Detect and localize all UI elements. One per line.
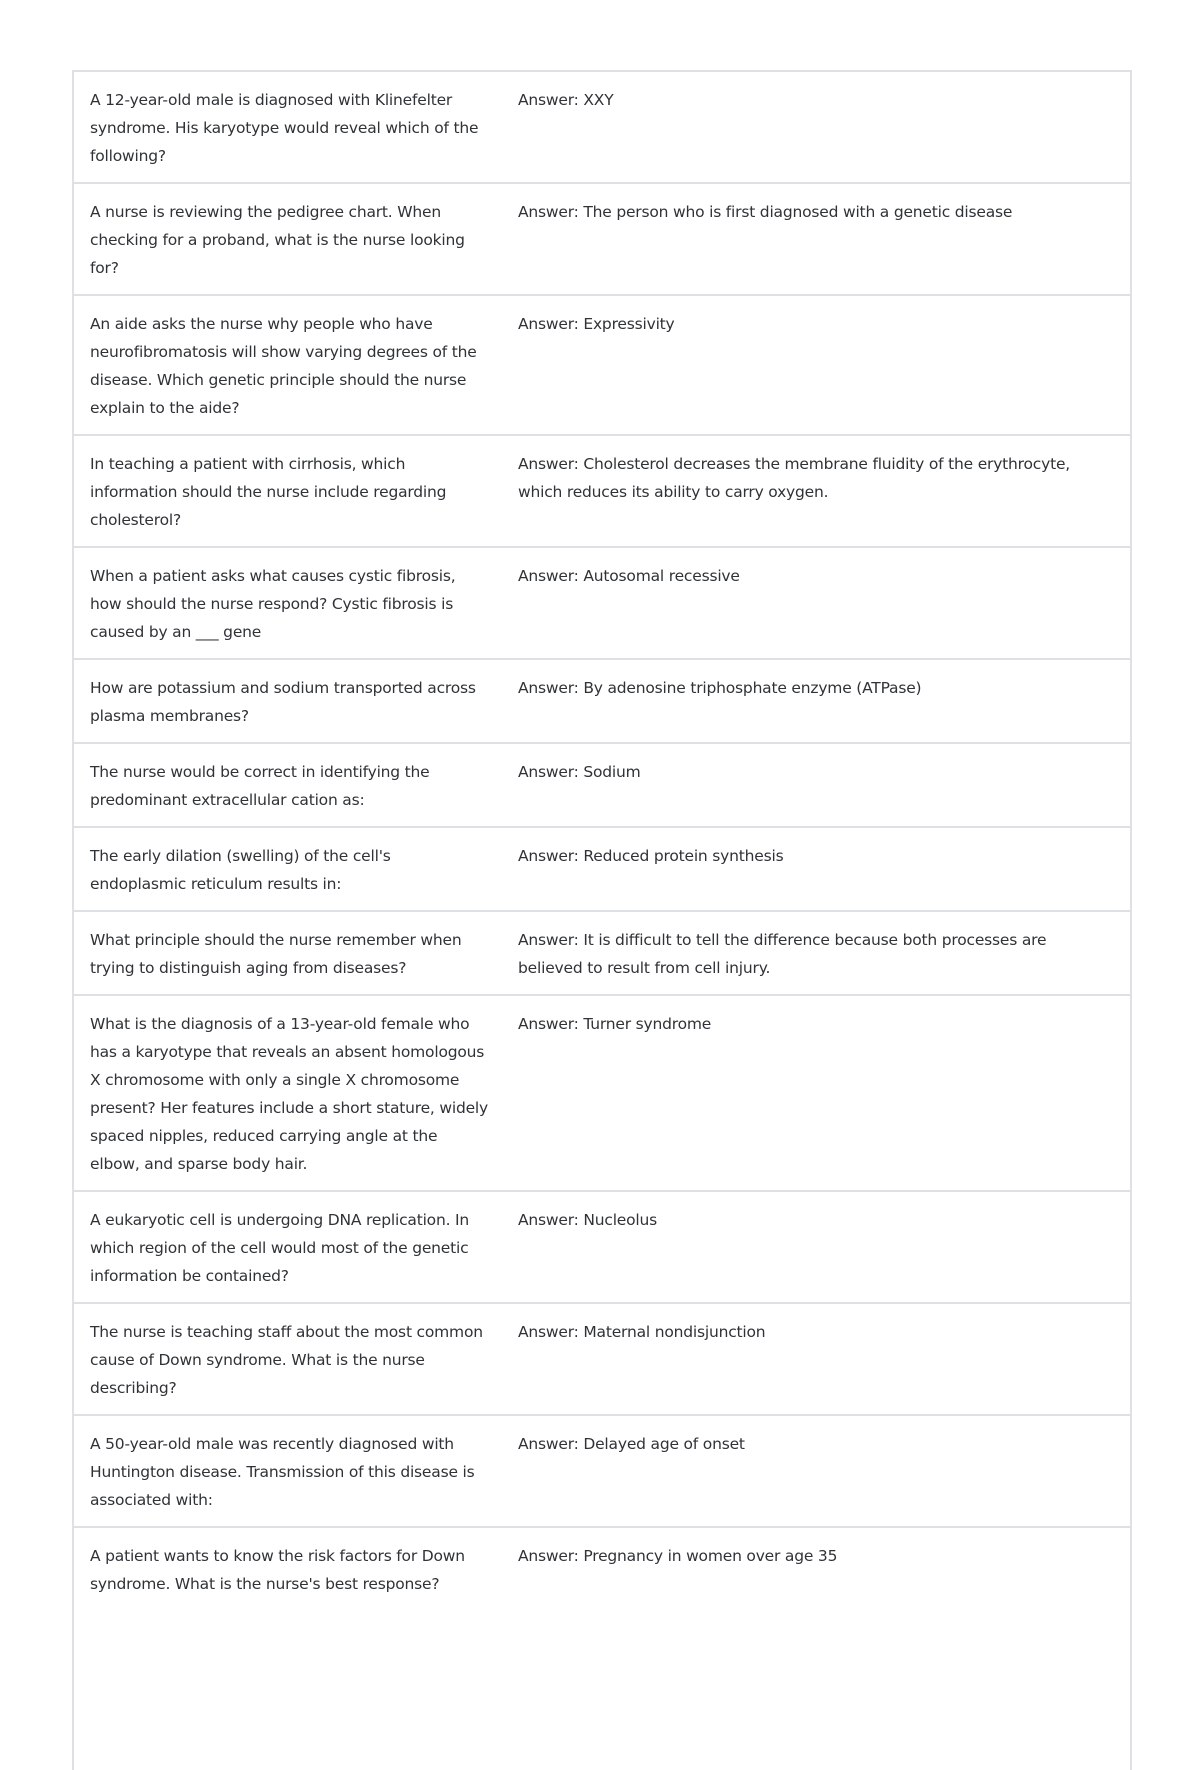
answer-text: Answer: Maternal nondisjunction	[518, 1323, 766, 1341]
question-text: A 12-year-old male is diagnosed with Klinefelter syndrome. His karyotype would reveal which of the following?	[90, 91, 479, 165]
answer-text: Answer: The person who is first diagnosed with a genetic disease	[518, 203, 1013, 221]
card-row	[74, 1192, 1130, 1304]
answer-text: Answer: Nucleolus	[518, 1211, 658, 1229]
card-row	[74, 744, 1130, 828]
card-row	[74, 548, 1130, 660]
answer-text: Answer: It is difficult to tell the difference because both processes are believed to result from cell injury.	[518, 931, 1047, 977]
card-row	[74, 72, 1130, 184]
answer-text: Answer: XXY	[518, 91, 614, 109]
card-row	[74, 296, 1130, 436]
answer-text: Answer: Reduced protein synthesis	[518, 847, 784, 865]
answer-text: Answer: Cholesterol decreases the membrane fluidity of the erythrocyte, which reduces its ability to carry oxygen.	[518, 455, 1071, 501]
answer-text: Answer: Sodium	[518, 763, 641, 781]
answer-text: Answer: Delayed age of onset	[518, 1435, 745, 1453]
question-text: In teaching a patient with cirrhosis, which information should the nurse include regarding cholesterol?	[90, 455, 447, 529]
question-text: What principle should the nurse remember when trying to distinguish aging from diseases?	[90, 931, 462, 977]
question-text: A eukaryotic cell is undergoing DNA replication. In which region of the cell would most of the genetic information be contained?	[90, 1211, 470, 1285]
flashcard-table	[72, 70, 1132, 1770]
question-text: An aide asks the nurse why people who have neurofibromatosis will show varying degrees of the disease. Which genetic principle should the nurse explain to the aide?	[90, 315, 477, 417]
answer-text: Answer: Pregnancy in women over age 35	[518, 1547, 838, 1565]
answer-text: Answer: By adenosine triphosphate enzyme (ATPase)	[518, 679, 922, 697]
question-text: A patient wants to know the risk factors for Down syndrome. What is the nurse's best response?	[90, 1547, 465, 1593]
question-text: How are potassium and sodium transported across plasma membranes?	[90, 679, 476, 725]
card-row	[74, 996, 1130, 1192]
question-text: The early dilation (swelling) of the cell's endoplasmic reticulum results in:	[90, 847, 391, 893]
card-row	[74, 1304, 1130, 1416]
card-row	[74, 1528, 1130, 1610]
question-text: The nurse would be correct in identifying the predominant extracellular cation as:	[90, 763, 430, 809]
question-text: The nurse is teaching staff about the most common cause of Down syndrome. What is the nurse describing?	[90, 1323, 483, 1397]
question-text: A nurse is reviewing the pedigree chart. When checking for a proband, what is the nurse looking for?	[90, 203, 465, 277]
card-row	[74, 184, 1130, 296]
question-text: A 50-year-old male was recently diagnosed with Huntington disease. Transmission of this disease is associated with:	[90, 1435, 475, 1509]
card-row	[74, 660, 1130, 744]
card-row	[74, 436, 1130, 548]
question-text: What is the diagnosis of a 13-year-old female who has a karyotype that reveals an absent homologous X chromosome with only a single X chromosome present? Her features include a short stature, widely spaced nipples, reduced carrying angle at the elbow, and sparse body hair.	[90, 1015, 489, 1173]
card-row	[74, 1416, 1130, 1528]
answer-text: Answer: Turner syndrome	[518, 1015, 712, 1033]
question-text: When a patient asks what causes cystic fibrosis, how should the nurse respond? Cystic fibrosis is caused by an ___ gene	[90, 567, 456, 641]
answer-text: Answer: Autosomal recessive	[518, 567, 740, 585]
card-row	[74, 912, 1130, 996]
card-row	[74, 828, 1130, 912]
answer-text: Answer: Expressivity	[518, 315, 675, 333]
